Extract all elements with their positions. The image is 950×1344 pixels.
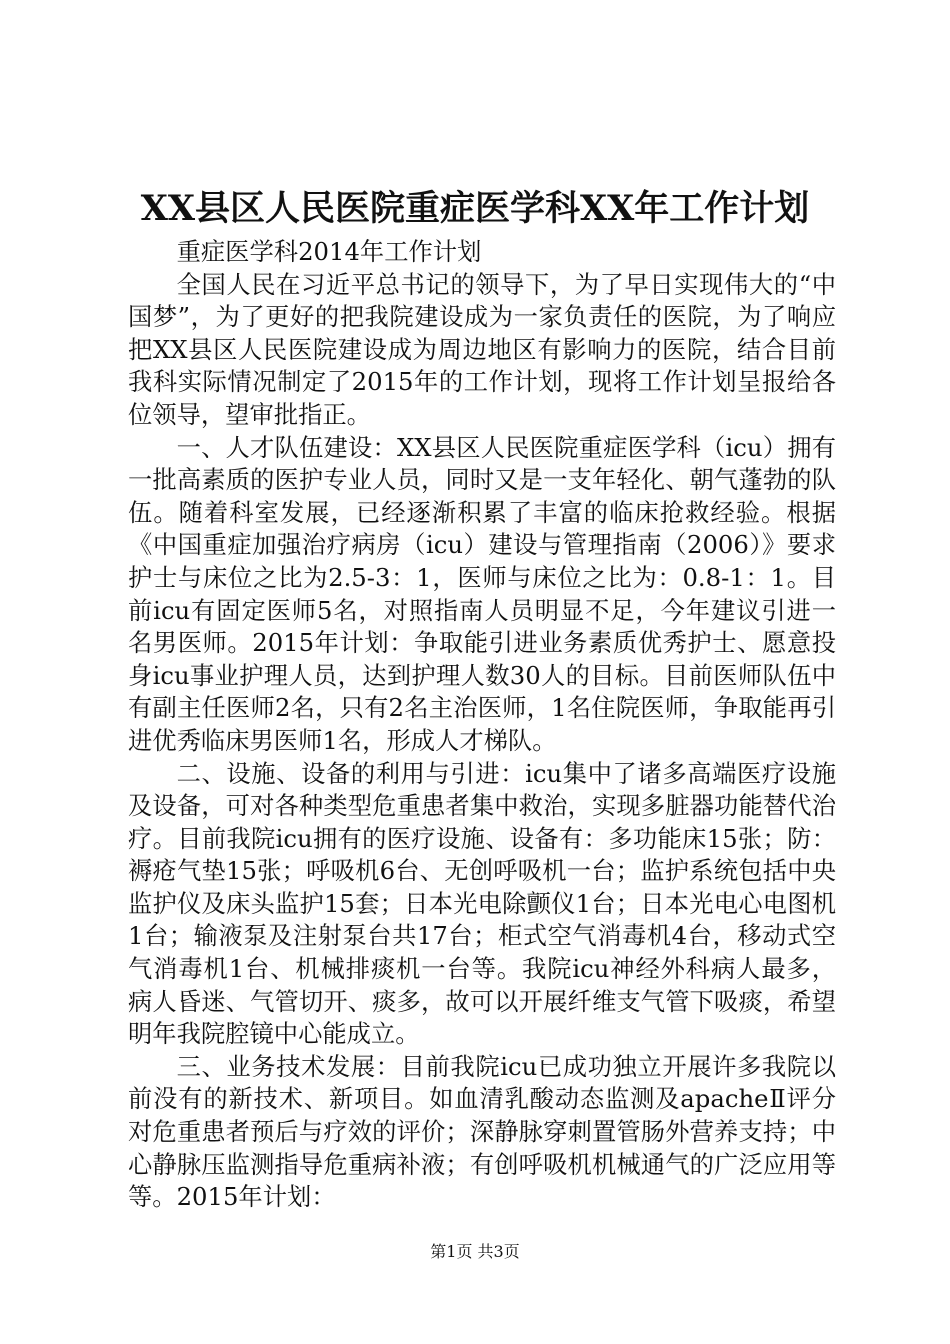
intro-paragraph: 全国人民在习近平总书记的领导下，为了早日实现伟大的“中国梦”，为了更好的把我院建设成为一家负责任的医院，为了响应把XX县区人民医院建设成为周边地区有影响力的医院，结合目前我科实际情况制定了2015年的工作计划，现将工作计划呈报给各位领导，望审批指正。 (128, 269, 836, 429)
document-title: XX县区人民医院重症医学科XX年工作计划 (140, 188, 810, 229)
document-body (128, 236, 836, 1214)
talent-team-paragraph: 一、人才队伍建设：XX县区人民医院重症医学科（icu）拥有一批高素质的医护专业人员，同时又是一支年轻化、朝气蓬勃的队伍。随着科室发展，已经逐渐积累了丰富的临床抢救经验。根据《中国重症加强治疗病房（icu）建设与管理指南（2006）》要求护士与床位之比为2.5-3：1，医师与床位之比为：0.8-1：1。目前icu有固定医师5名，对照指南人员明显不足，今年建议引进一名男医师。2015年计划：争取能引进业务素质优秀护士、愿意投身icu事业护理人员，达到护理人数30人的目标。目前医师队伍中有副主任医师2名，只有2名主治医师，1名住院医师，争取能再引进优秀临床男医师1名，形成人才梯队。 (128, 432, 836, 755)
page-footer: 第1页 共3页 (430, 1242, 520, 1261)
technical-development-paragraph: 三、业务技术发展：目前我院icu已成功独立开展许多我院以前没有的新技术、新项目。如血清乳酸动态监测及apacheⅡ评分对危重患者预后与疗效的评价；深静脉穿刺置管肠外营养支持；中心静脉压监测指导危重病补液；有创呼吸机机械通气的广泛应用等等。2015年计划： (128, 1051, 836, 1212)
facilities-equipment-paragraph: 二、设施、设备的利用与引进：icu集中了诸多高端医疗设施及设备，可对各种类型危重患者集中救治，实现多脏器功能替代治疗。目前我院icu拥有的医疗设施、设备有：多功能床15张；防：褥疮气垫15张；呼吸机6台、无创呼吸机一台；监护系统包括中央监护仪及床头监护15套；日本光电除颤仪1台；日本光电心电图机1台；输液泵及注射泵台共17台；柜式空气消毒机4台，移动式空气消毒机1台、机械排痰机一台等。我院icu神经外科病人最多，病人昏迷、气管切开、痰多，故可以开展纤维支气管下吸痰，希望明年我院腔镜中心能成立。 (128, 758, 836, 1049)
section-heading: 重症医学科2014年工作计划 (176, 237, 482, 266)
